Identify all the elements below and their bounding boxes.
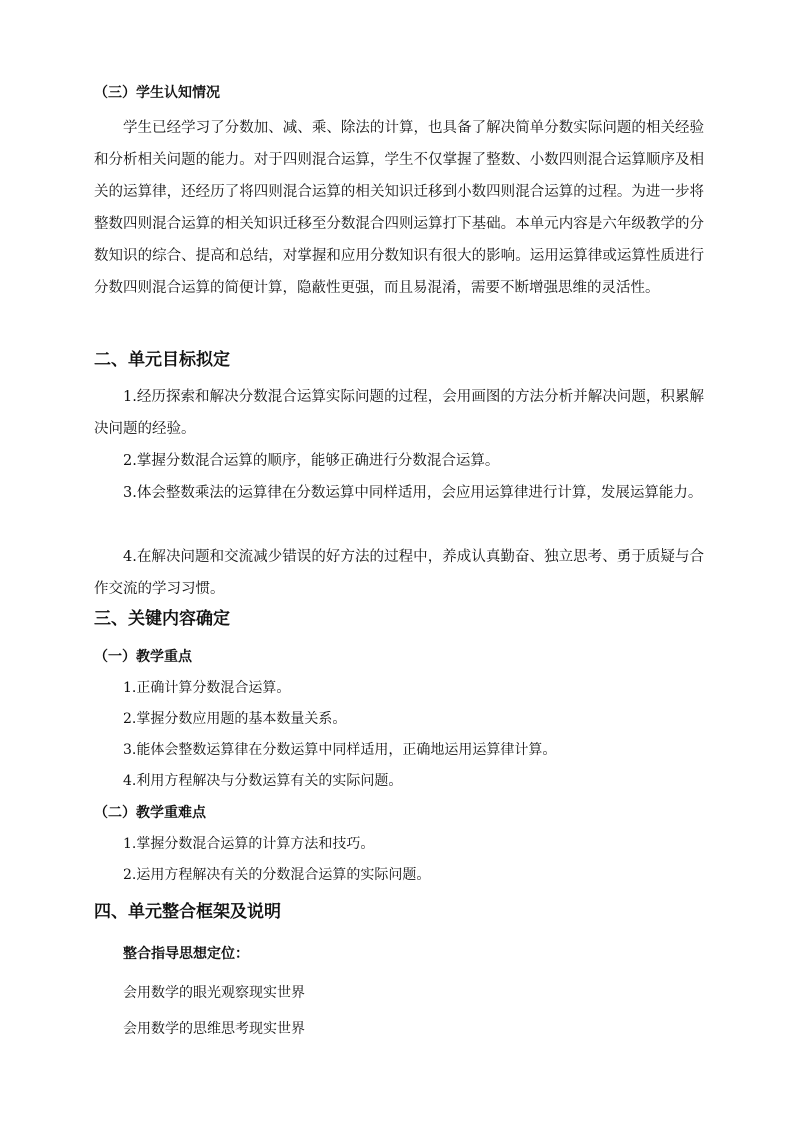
section-heading-key-content: 三、关键内容确定 [94,609,230,629]
subheading-teaching-focus: （一）教学重点 [94,649,192,665]
section-heading-student-cognition: （三）学生认知情况 [94,85,220,101]
focus-item-4: 4.利用方程解决与分数运算有关的实际问题。 [123,773,403,789]
focus-item-3: 3.能体会整数运算律在分数运算中同样适用，正确地运用运算律计算。 [123,742,557,758]
subheading-teaching-difficulty: （二）教学重难点 [94,805,206,821]
focus-item-2: 2.掌握分数应用题的基本数量关系。 [123,711,347,727]
goal-item-1: 1.经历探索和解决分数混合运算实际问题的过程，会用画图的方法分析并解决问题，积累解决问题的经验。 [94,389,704,437]
goal-item-3: 3.体会整数乘法的运算律在分数运算中同样适用，会应用运算律进行计算，发展运算能力。 [123,485,703,501]
difficulty-item-2: 2.运用方程解决有关的分数混合运算的实际问题。 [123,867,431,883]
difficulty-item-1: 1.掌握分数混合运算的计算方法和技巧。 [123,836,375,852]
focus-item-1: 1.正确计算分数混合运算。 [123,680,291,696]
section-heading-framework: 四、单元整合框架及说明 [94,902,281,922]
goal-item-4: 4.在解决问题和交流减少错误的好方法的过程中，养成认真勤奋、独立思考、勇于质疑与合作交流的学习习惯。 [94,549,704,597]
guide-line-2: 会用数学的思维思考现实世界 [123,1021,305,1037]
guide-line-1: 会用数学的眼光观察现实世界 [123,985,305,1001]
goal-item-2: 2.掌握分数混合运算的顺序，能够正确进行分数混合运算。 [123,453,500,469]
guide-label: 整合指导思想定位： [123,946,249,962]
section-heading-unit-goals: 二、单元目标拟定 [94,350,230,370]
student-cognition-paragraph: 学生已经学习了分数加、减、乘、除法的计算，也具备了解决简单分数实际问题的相关经验和分析相关问题的能力。对于四则混合运算，学生不仅掌握了整数、小数四则混合运算顺序及相关的运算律，还经历了将四则混合运算的相关知识迁移到小数四则混合运算的过程。为进一步将整数四则混合运算的相关知识迁移至分数混合四则运算打下基础。本单元内容是六年级教学的分数知识的综合、提高和总结，对掌握和应用分数知识有很大的影响。运用运算律或运算性质进行分数四则混合运算的简便计算，隐蔽性更强，而且易混淆，需要不断增强思维的灵活性。 [94,120,704,296]
